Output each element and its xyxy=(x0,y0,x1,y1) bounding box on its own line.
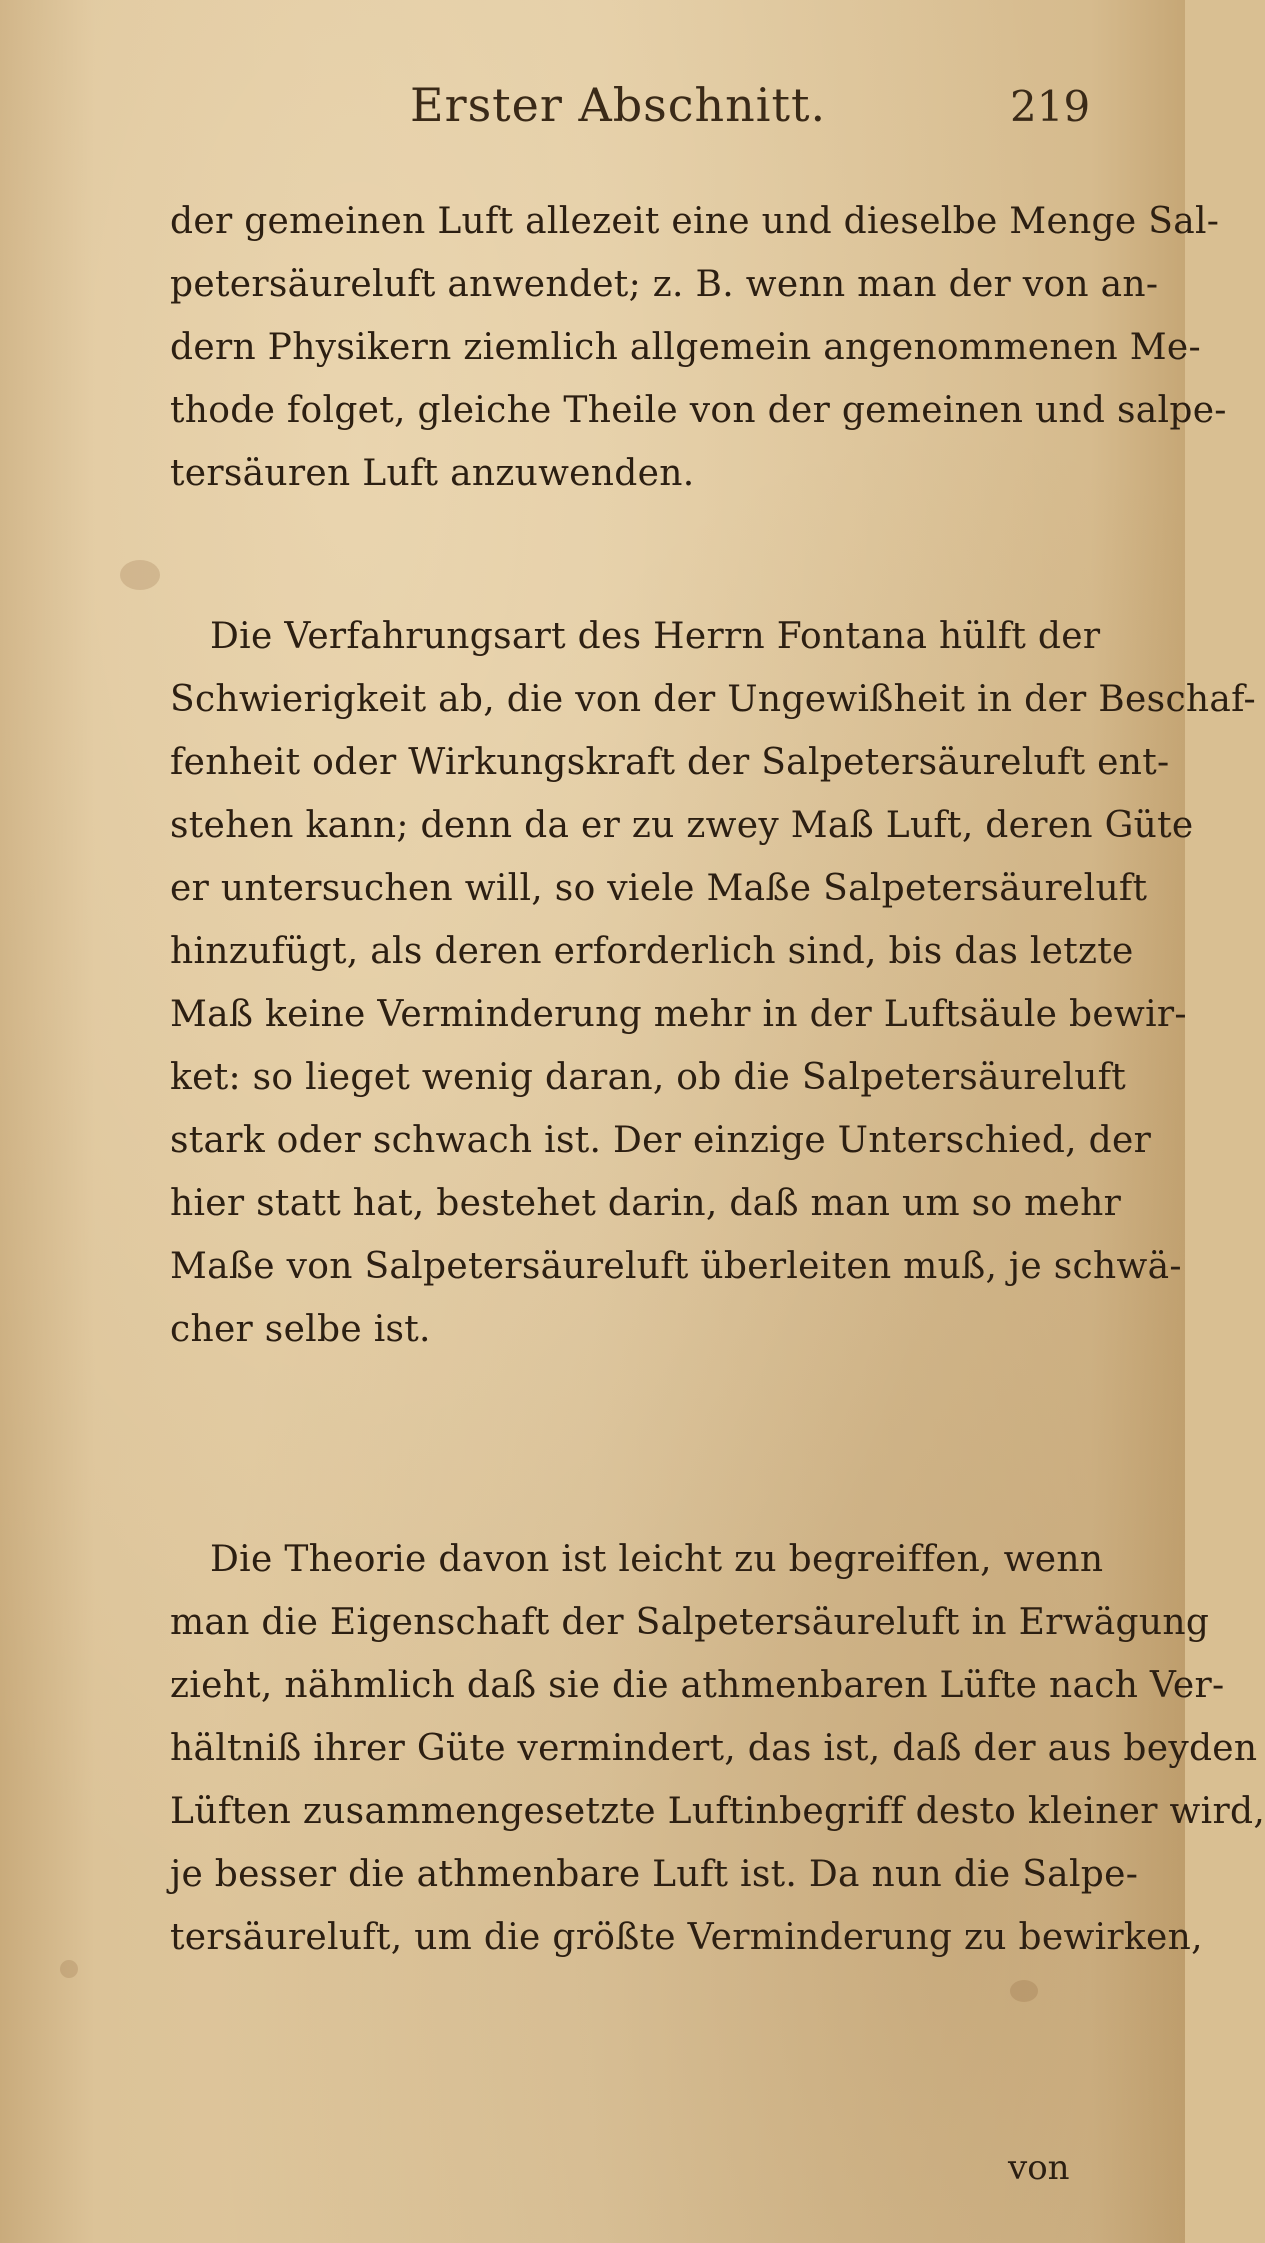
text-line: hältniß ihrer Güte vermindert, das ist, daß der aus beyden xyxy=(170,1728,1258,1769)
text-line: zieht, nähmlich daß sie die athmenbaren Lüfte nach Ver- xyxy=(170,1665,1225,1706)
text-line: cher selbe ist. xyxy=(170,1309,431,1350)
text-line: Die Verfahrungsart des Herrn Fontana hülft der xyxy=(210,616,1101,657)
text-line: dern Physikern ziemlich allgemein angenommenen Me- xyxy=(170,327,1201,368)
paper-stain xyxy=(120,560,160,590)
text-line: Lüften zusammengesetzte Luftinbegriff desto kleiner wird, xyxy=(170,1791,1265,1832)
text-line: Maße von Salpetersäureluft überleiten muß, je schwä- xyxy=(170,1246,1182,1287)
text-line: er untersuchen will, so viele Maße Salpetersäureluft xyxy=(170,868,1148,909)
running-head xyxy=(0,78,1185,148)
page-number: 219 xyxy=(1010,82,1091,131)
section-title: Erster Abschnitt. xyxy=(410,78,827,132)
text-line: hinzufügt, als deren erforderlich sind, bis das letzte xyxy=(170,931,1134,972)
text-line: Schwierigkeit ab, die von der Ungewißheit in der Beschaf- xyxy=(170,679,1256,720)
paragraph-3 xyxy=(170,1528,1265,1969)
text-line: thode folget, gleiche Theile von der gemeinen und salpe- xyxy=(170,390,1227,431)
text-line: stehen kann; denn da er zu zwey Maß Luft, deren Güte xyxy=(170,805,1194,846)
paper-stain xyxy=(60,1960,78,1978)
text-line: man die Eigenschaft der Salpetersäureluft in Erwägung xyxy=(170,1602,1210,1643)
text-line: Maß keine Verminderung mehr in der Luftsäule bewir- xyxy=(170,994,1187,1035)
paragraph-2 xyxy=(170,605,1256,1361)
catchword: von xyxy=(1008,2148,1070,2188)
text-line: tersäureluft, um die größte Verminderung zu bewirken, xyxy=(170,1917,1203,1958)
text-line: je besser die athmenbare Luft ist. Da nun die Salpe- xyxy=(170,1854,1139,1895)
text-line: tersäuren Luft anzuwenden. xyxy=(170,453,695,494)
text-line: Die Theorie davon ist leicht zu begreiffen, wenn xyxy=(210,1539,1104,1580)
text-line: petersäureluft anwendet; z. B. wenn man der von an- xyxy=(170,264,1159,305)
text-line: ket: so lieget wenig daran, ob die Salpetersäureluft xyxy=(170,1057,1127,1098)
text-line: stark oder schwach ist. Der einzige Unterschied, der xyxy=(170,1120,1152,1161)
text-line: fenheit oder Wirkungskraft der Salpetersäureluft ent- xyxy=(170,742,1170,783)
text-line: der gemeinen Luft allezeit eine und dieselbe Menge Sal- xyxy=(170,201,1220,242)
paragraph-1 xyxy=(170,190,1227,505)
paper-stain xyxy=(1010,1980,1038,2002)
text-line: hier statt hat, bestehet darin, daß man um so mehr xyxy=(170,1183,1122,1224)
